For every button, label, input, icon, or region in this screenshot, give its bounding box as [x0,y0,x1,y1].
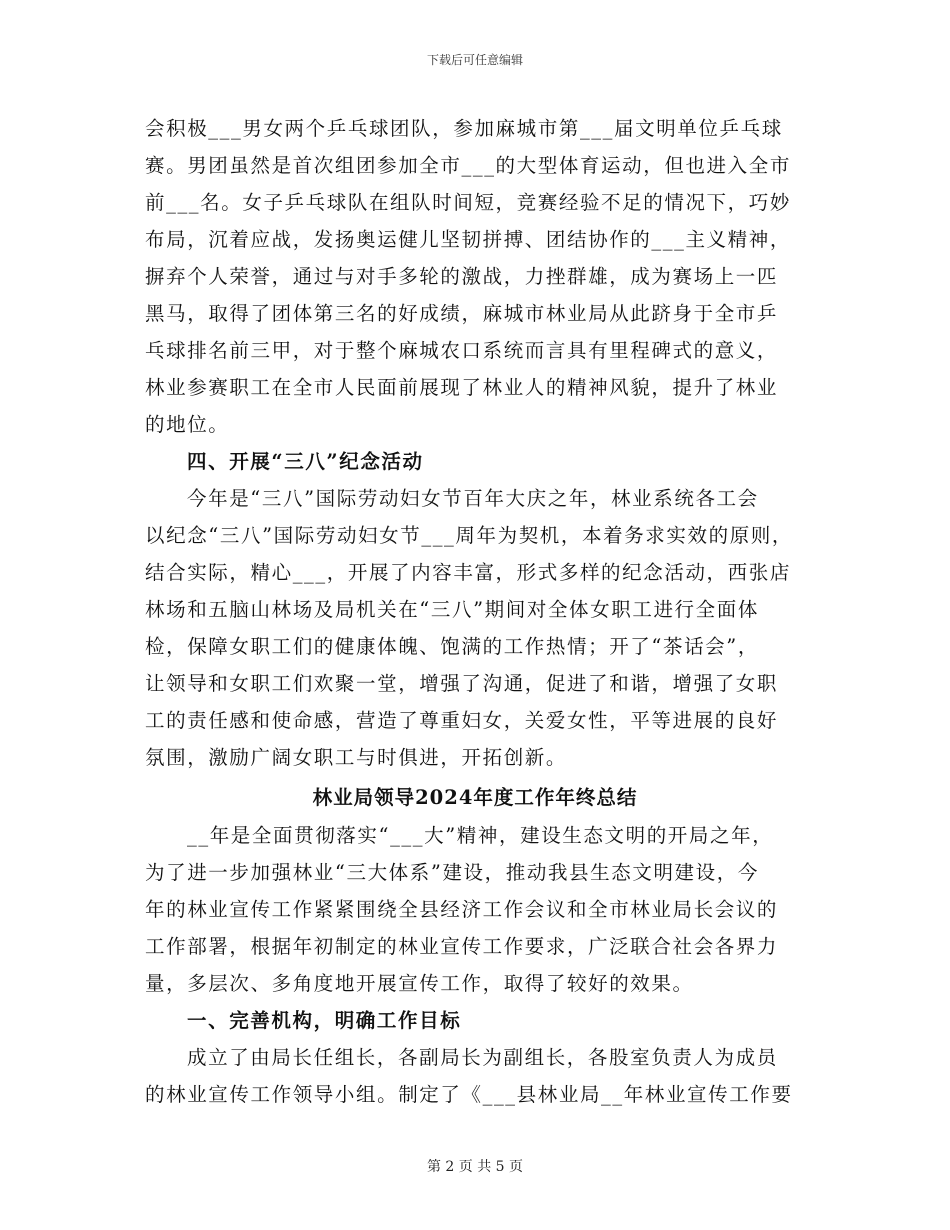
page-footer: 第 2 页 共 5 页 [426,1159,524,1175]
body-line: 让领导和女职工们欢聚一堂，增强了沟通，促进了和谐，增强了女职 [145,672,779,695]
body-line: 成立了由局长任组长，各副局长为副组长，各股室负责人为成员 [187,1046,778,1069]
section-heading-one: 一、完善机构，明确工作目标 [187,1009,462,1032]
body-line: 今年是“三八”国际劳动妇女节百年大庆之年，林业系统各工会 [187,487,759,510]
body-line: 布局，沉着应战，发扬奥运健儿坚韧拼搏、团结协作的___主义精神， [145,228,791,251]
body-line: 的林业宣传工作领导小组。制定了《___县林业局__年林业宣传工作要 [145,1083,793,1106]
body-line: 摒弃个人荣誉，通过与对手多轮的激战，力挫群雄，成为赛场上一匹 [145,265,779,288]
body-line: 氛围，激励广阔女职工与时俱进，开拓创新。 [145,746,568,769]
body-line: __年是全面贯彻落实“___大”精神，建设生态文明的开局之年， [187,824,774,847]
body-line: 以纪念“三八”国际劳动妇女节___周年为契机，本着务求实效的原则， [145,524,793,547]
body-line: 工的责任感和使命感，营造了尊重妇女，关爱女性，平等进展的良好 [145,709,779,732]
body-line: 年的林业宣传工作紧紧围绕全县经济工作会议和全市林业局长会议的 [145,898,779,921]
page-header: 下载后可任意编辑 [426,53,523,67]
document-title: 林业局领导2024年度工作年终总结 [312,786,638,809]
body-line: 赛。男团虽然是首次组团参加全市___的大型体育运动，但也进入全市 [145,154,791,177]
body-line: 结合实际，精心___，开展了内容丰富，形式多样的纪念活动，西张店 [145,561,791,584]
body-line: 会积极___男女两个乒乓球团队，参加麻城市第___届文明单位乒乓球 [145,117,783,140]
body-line: 黑马，取得了团体第三名的好成绩，麻城市林业局从此跻身于全市乒 [145,302,779,325]
section-heading-four: 四、开展“三八”纪念活动 [187,450,424,473]
body-line: 检，保障女职工们的健康体魄、饱满的工作热情；开了“茶话会”， [145,635,759,658]
body-line: 工作部署，根据年初制定的林业宣传工作要求，广泛联合社会各界力 [145,935,779,958]
body-line: 林业参赛职工在全市人民面前展现了林业人的精神风貌，提升了林业 [145,376,779,399]
body-line: 量，多层次、多角度地开展宣传工作，取得了较好的效果。 [145,972,694,995]
body-line: 乓球排名前三甲，对于整个麻城农口系统而言具有里程碑式的意义， [145,339,779,362]
body-line: 为了进一步加强林业“三大体系”建设，推动我县生态文明建设，今 [145,861,759,884]
body-line: 林场和五脑山林场及局机关在“三八”期间对全体女职工进行全面体 [145,598,759,621]
body-line: 的地位。 [145,413,230,436]
body-line: 前___名。女子乒乓球队在组队时间短，竞赛经验不足的情况下，巧妙 [145,191,791,214]
